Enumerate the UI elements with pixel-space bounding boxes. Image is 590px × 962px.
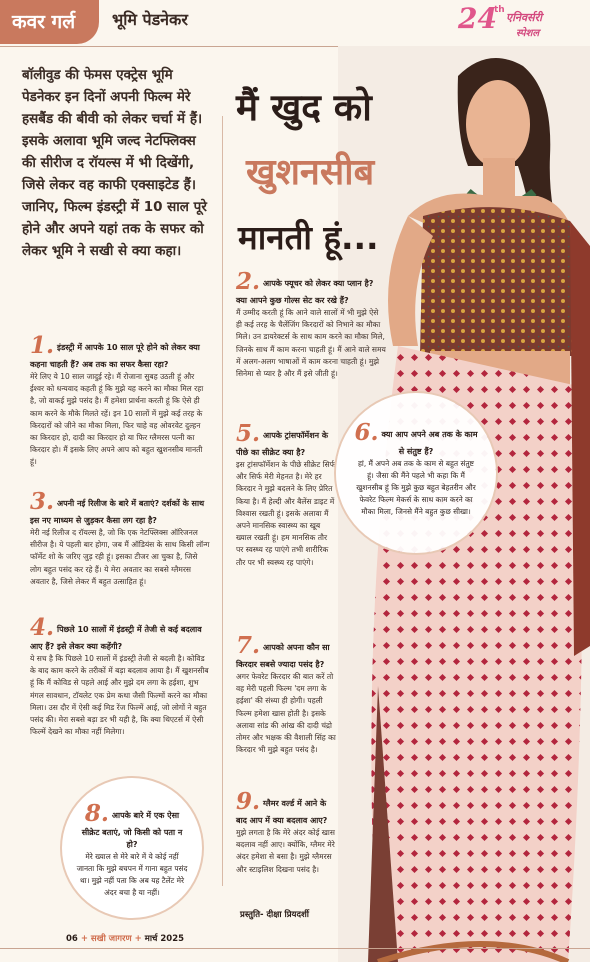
footer-separator-2: + [134,934,142,944]
qa-6-callout [336,393,496,553]
qa-1 [30,332,210,469]
qa-5 [236,420,336,569]
qa-3-answer: मेरी नई रिलीज द रॉयल्स है, जो कि एक नेटफ्लिक्स ऑरिजनल सीरीज है। ये पहली बार होगा, जब मैं ऑडियंस के साथ किसी लॉन्ग फॉर्मेट शो के जरिए जुड़ रही हूं। इसका टीजर आ चुका है, जिसे लोग बहुत पसंद कर रहे हैं। ये मेरा अवतार का सबसे ग्लैमरस अवतार है, जिसे लेकर मैं बहुत उत्साहित हूं। [30,528,210,586]
qa-8-answer: मेरे ख्याल से मेरे बारे में ये कोई नहीं जानता कि मुझे बचपन में गाना बहुत पसंद था। मुझे नहीं पता कि अब यह टैलेंट मेरे अंदर बचा है या नहीं। [76,852,188,897]
brand-name: सखी जागरण [90,934,132,944]
qa-4-answer: ये सच है कि पिछले 10 सालों में इंडस्ट्री तेजी से बदली है। कोविड के बाद काम करने के तरीकों में बड़ा बदलाव आया है। मैं खुशनसीब हूं कि मैं कोविड से पहले आई और मुझे दम लगा के हईशा, शुभ मंगल सावधान, टॉयलेट एक प्रेम कथा जैसी फिल्मों करने का मौका मिला। उस दौर में ऐसी कई मिड रेंज फिल्में आई, जो लोगों ने बहुत पसंद की। मेरा सबसे बड़ा डर भी यही है, कि क्या थिएटर्स में ऐसी फिल्में देखने का मौका नहीं मिलेगा। [30,654,209,737]
qa-9 [236,788,338,876]
footer-separator-1: + [80,934,88,944]
qa-9-question: ग्लैमर वर्ल्ड में आने के बाद आप में क्या बदलाव आए? [236,799,328,825]
qa-1-answer: मेरे लिए ये 10 साल जादुई रहे। मैं रोजाना सुबह उठती हूं और ईश्वर को धन्यवाद कहती हूं कि मुझे यह करने का मौका मिल रहा है, जो वाकई मुझे पसंद है। मैं हमेशा प्रार्थना करती हूं कि ऐसे ही काम करने के मौके मिलते रहें। इन 10 सालों में मुझे कई तरह के किरदारों को जीने का मौका मिला, फिर चाहे वह ओवरवेट दुल्हन का किरदार हो, दादी का किरदार हो या फिर ग्लैमरस पत्नी का किरदार हो। मैं इसके लिए अपने आप को बहुत खुशनसीब मानती हूं। [30,372,204,467]
qa-5-answer: इस ट्रांसफॉर्मेशन के पीछे सीक्रेट सिर्फ और सिर्फ मेरी मेहनत है। मेरे हर किरदार ने मुझे बदलने के लिए प्रेरित किया है। मैं हेल्दी और बैलेंस डाइट में विश्वास रखती हूं। इसके अलावा मैं अपने मानसिक स्वास्थ्य का खूब ख्याल रखती हूं। हम मानसिक तौर पर स्वस्थ्य रह पाएंगे तभी शारीरिक तौर पर भी स्वस्थ्य रह पाएंगे। [236,460,336,567]
qa-8-number: 8. [84,800,109,827]
qa-3-number: 3. [30,488,55,515]
qa-6-number: 6. [354,419,379,446]
qa-2-number: 2. [236,268,261,295]
badge-line2: स्पेशल [516,28,540,39]
footer-divider [0,948,590,949]
qa-4-number: 4. [30,614,55,641]
badge-suffix: th [494,5,505,15]
qa-5-number: 5. [236,420,261,447]
headline-line3: मानती हूं... [238,218,379,257]
page-number: 06 [66,934,78,944]
section-tab: कवर गर्ल [0,0,99,44]
qa-2 [236,268,386,380]
qa-7-number: 7. [236,632,261,659]
qa-1-question: इंडस्ट्री में आपके 10 साल पूरे होने को लेकर क्या कहना चाहती हैं? अब तक का सफर कैसा रहा? [30,343,200,369]
headline-line1: मैं खुद को [236,86,372,129]
anniversary-badge [458,2,570,42]
qa-8-callout [62,778,202,918]
qa-9-answer: मुझे लगता है कि मेरे अंदर कोई खास बदलाव नहीं आए। क्योंकि, ग्लैमर मेरे अंदर हमेशा से बसा है। मुझे ग्लैमरस और स्टाइलिश दिखना पसंद है। [236,828,335,874]
qa-1-number: 1. [30,332,55,359]
qa-6-question: क्या आप अपने अब तक के काम से संतुष्ट हैं? [381,430,478,456]
badge-number: 24 [458,2,497,35]
celebrity-name-header: भूमि पेडनेकर [112,10,188,29]
qa-3 [30,488,210,588]
column-divider [222,116,223,886]
qa-7-question: आपको अपना कौन सा किरदार सबसे ज्यादा पसंद है? [236,643,330,669]
intro-paragraph: बॉलीवुड की फेमस एक्ट्रेस भूमि पेडनेकर इन दिनों अपनी फिल्म मेरे हसबैंड की बीवी को लेकर चर्चा में हैं। इसके अलावा भूमि जल्द नेटफ्लिक्स की सीरीज द रॉयल्स में भी दिखेंगी, जिसे लेकर वह काफी एक्साइटेड हैं। जानिए, फिल्म इंडस्ट्री में 10 साल पूरे होने और अपने यहां तक के सफर को लेकर भूमि ने सखी से क्या कहा। [22,67,207,259]
qa-6-answer: हां, मैं अपने अब तक के काम से बहुत संतुष्ट हूं। जैसा की मैंने पहले भी कहा कि मैं खुशनसीब हूं कि मुझे कुछ बहुत बेहतरीन और फेवरेट फिल्म मेकर्स के साथ काम करने का मौका मिला, जिनसे मैंने बहुत कुछ सीखा। [356,459,476,516]
byline: प्रस्तुति- दीक्षा प्रियदर्शी [240,910,309,920]
qa-4 [30,614,210,738]
qa-4-question: पिछले 10 सालों में इंडस्ट्री में तेजी से कई बदलाव आए हैं? इसे लेकर क्या कहेंगी? [30,625,202,651]
qa-9-number: 9. [236,788,261,815]
qa-7 [236,632,338,756]
qa-2-question: आपके फ्यूचर को लेकर क्या प्लान है? क्या आपने कुछ गोल्स सेट कर रखे हैं? [236,279,374,305]
qa-8-question: आपके बारे में एक ऐसा सीक्रेट बताएं, जो किसी को पता न हो? [81,811,183,849]
page-footer [66,933,184,944]
issue-date: मार्च 2025 [144,934,185,944]
qa-2-answer: मैं उम्मीद करती हूं कि आने वाले सालों में भी मुझे ऐसे ही कई तरह के चैलेंजिंग किरदारों को निभाने का मौका मिले। उन डायरेक्टर्स के साथ काम करने का मौका मिले, जिनके साथ मैं काम करना चाहती हूं। मैं आने वाले समय में अलग-अलग भाषाओं में काम करना चाहती हूं। मुझे सिनेमा से प्यार है और मैं इसे जीती हूं। [236,308,386,379]
qa-5-question: आपके ट्रांसफॉर्मेशन के पीछे का सीक्रेट क्या है? [236,431,329,457]
qa-7-answer: अगर फेवरेट किरदार की बात करें तो वह मेरी पहली फिल्म 'दम लगा के हईशा' की संध्या ही होगी। पहली फिल्म हमेशा खास होती है। इसके अलावा सांड की आंख की दादी चंद्रो तोमर और भक्षक की वैशाली सिंह का किरदार भी मुझे बहुत पसंद है। [236,672,336,755]
badge-line1: एनिवर्सरी [506,11,542,24]
qa-3-question: अपनी नई रिलीज के बारे में बताएं? दर्शकों के साथ इस नए माध्यम से जुड़कर कैसा लग रहा है? [30,499,205,525]
headline-line2: खुशनसीब [246,152,375,193]
